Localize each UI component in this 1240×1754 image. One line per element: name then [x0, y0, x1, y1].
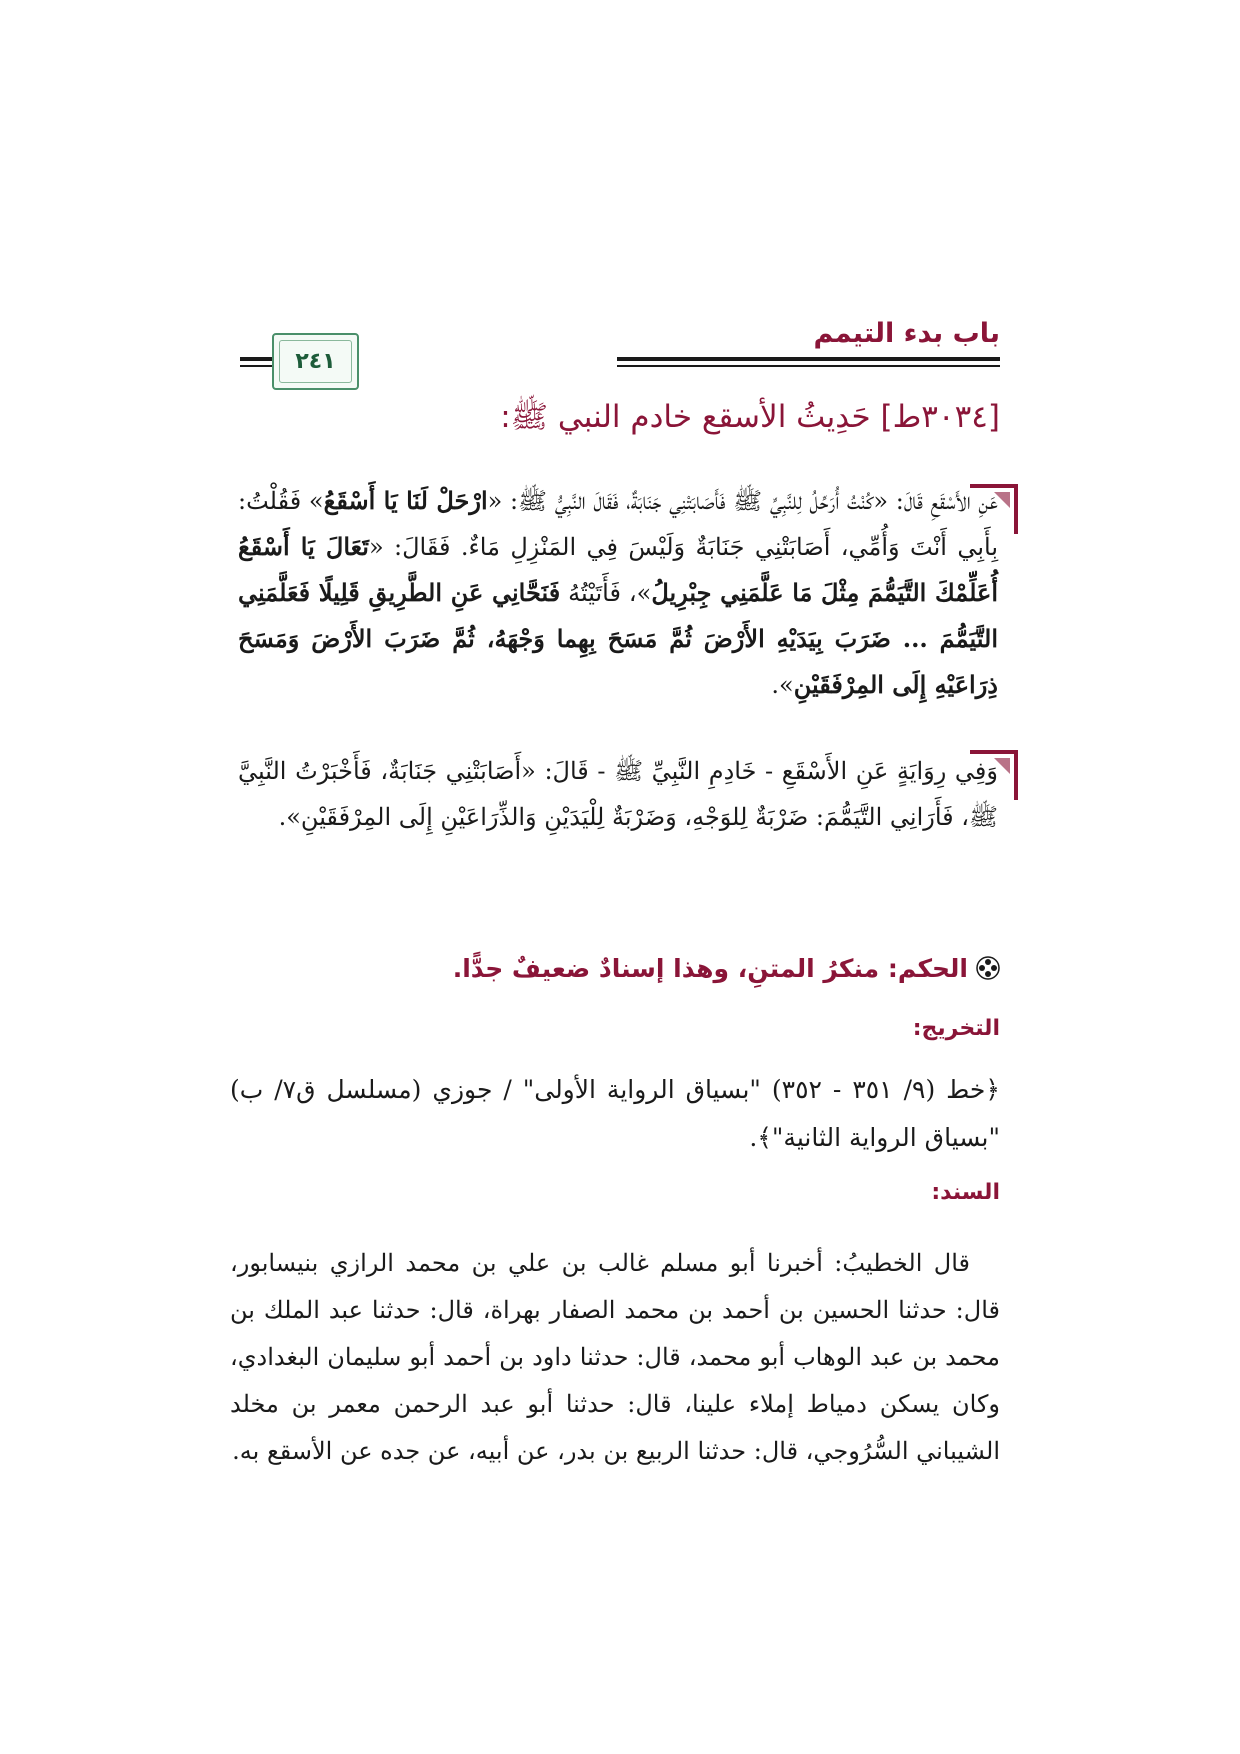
hadith-text-segment: ».	[771, 671, 794, 699]
flower-ornament-icon	[976, 956, 1000, 980]
hadith-paragraph-variant: وَفِي رِوَايَةٍ عَنِ الأَسْقَعِ - خَادِمِ النَّبِيِّ ﷺ - قَالَ: «أَصَابَتْنِي جَنَابَةٌ، فَأَخْبَرْتُ النَّبِيَّ ﷺ، فَأَرَانِي التَّيَمُّمَ: ضَرْبَةٌ لِلوَجْهِ، وَضَرْبَةٌ لِلْيَدَيْنِ وَالذِّرَاعَيْنِ إِلَى المِرْفَقَيْنِ».	[238, 757, 998, 831]
header-rule-thin	[617, 365, 1000, 367]
hukm-line	[453, 954, 1000, 983]
header-rule-left-thick	[240, 357, 272, 361]
page-number-badge	[272, 333, 359, 390]
hadith-text-emphasis: ارْحَلْ لَنَا يَا أَسْقَعُ	[323, 486, 488, 515]
sanad-text: قال الخطيبُ: أخبرنا أبو مسلم غالب بن علي بن محمد الرازي بنيسابور، قال: حدثنا الحسين بن أحمد بن محمد الصفار بهراة، قال: حدثنا عبد الملك بن محمد بن عبد الوهاب أبو محمد، قال: حدثنا داود بن أحمد أبو سليمان البغدادي، وكان يسكن دمياط إملاء علينا، قال: حدثنا أبو عبد الرحمن معمر بن مخلد الشيباني السُّرُوجي، قال: حدثنا الربيع بن بدر، عن أبيه، عن جده عن الأسقع به.	[230, 1249, 1000, 1465]
hadith-text-segment: عَنِ الأَسْقَعِ قَالَ: «كُنْتُ أُرَحِّلُ لِلنَّبِيِّ ﷺ فَأَصَابَتْنِي جَنَابَةٌ، فَقَالَ النَّبِيُّ ﷺ: «	[487, 487, 998, 515]
hukm-label: الحكم:	[887, 954, 968, 983]
hadith-text-segment: »، فَأَتَيْتُهُ	[560, 579, 652, 607]
hadith-text-emphasis: فَنَحَّانِي عَنِ الطَّرِيقِ قَلِيلًا فَعَلَّمَنِي التَّيَمُّمَ ... ضَرَبَ بِيَدَيْهِ الأَرْضَ ثُمَّ مَسَحَ بِهِما وَجْهَهُ، ثُمَّ ضَرَبَ الأَرْضَ وَمَسَحَ ذِرَاعَيْهِ إِلَى المِرْفَقَيْنِ	[238, 578, 998, 699]
sanad-heading: السند:	[931, 1180, 1000, 1205]
chapter-title: باب بدء التيمم	[813, 318, 1000, 349]
takhrij-heading: التخريج:	[912, 1016, 1000, 1041]
hadith-text-segment: » فَقُلْتُ: بِأَبِي أَنْتَ وَأُمِّي، أَصَابَتْنِي جَنَابَةٌ وَلَيْسَ فِي المَنْزِلِ مَاءٌ. فَقَالَ: «	[238, 487, 998, 561]
header-rule-thick	[617, 357, 1000, 361]
hukm-text: منكرُ المتنِ، وهذا إسنادٌ ضعيفٌ جدًّا.	[452, 954, 880, 983]
page-number: ٢٤١	[295, 349, 336, 374]
hadith-title: [٣٠٣٤ط] حَدِيثُ الأسقع خادم النبي ﷺ:	[500, 399, 1000, 435]
hadith-text-emphasis: تَعَالَ يَا أَسْقَعُ أُعَلِّمْكَ التَّيَمُّمَ مِثْلَ مَا عَلَّمَنِي جِبْرِيلُ	[238, 532, 998, 607]
header-rule-left-thin	[240, 365, 272, 367]
takhrij-text: ﴿خط (٩/ ٣٥١ - ٣٥٢) "بسياق الرواية الأولى" / جوزي (مسلسل ق٧/ ب) "بسياق الرواية الثانية"﴾.	[230, 1075, 1000, 1152]
hadith-paragraph-main	[238, 478, 998, 708]
